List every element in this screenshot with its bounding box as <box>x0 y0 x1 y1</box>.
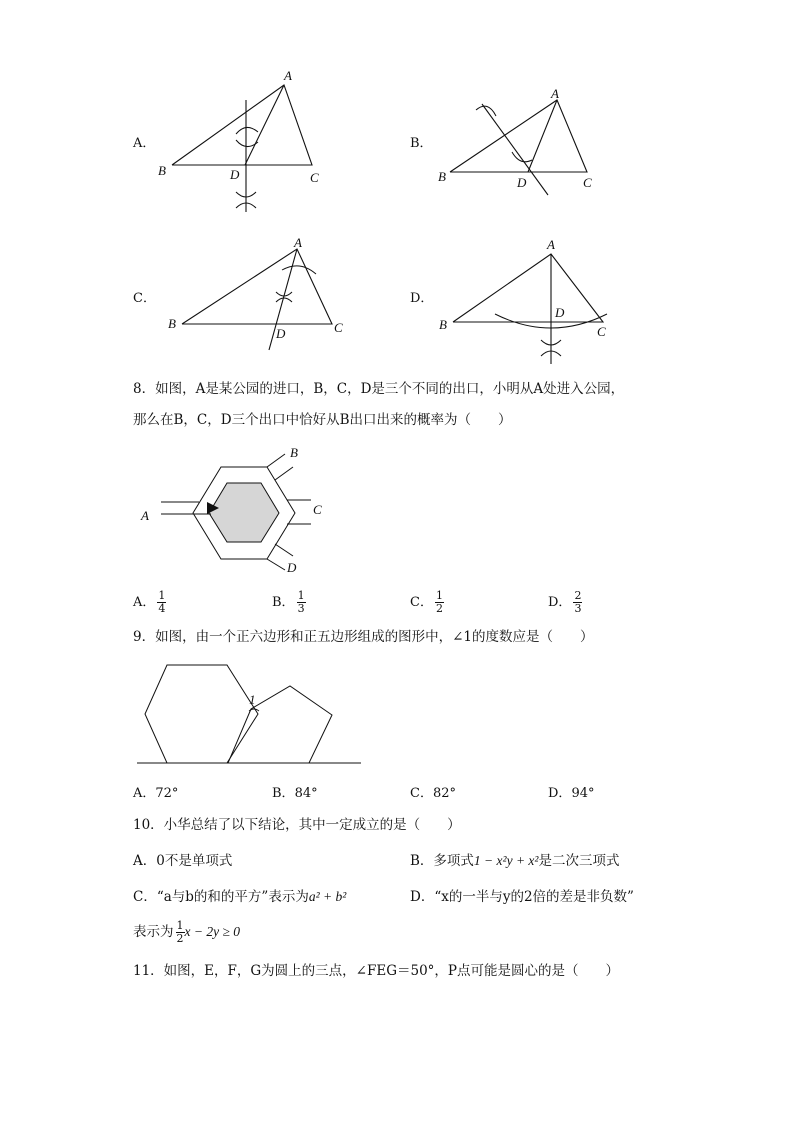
q9-option-a-value: 72° <box>155 786 179 801</box>
q7-option-b-label[interactable]: B． <box>410 136 433 151</box>
q7-figure-c <box>160 232 360 357</box>
q8-option-a[interactable] <box>133 590 166 615</box>
q10-option-d-frac-num: 1 <box>176 919 184 932</box>
q7b-label-b: B <box>438 169 446 184</box>
q9-polygon-figure <box>133 655 373 770</box>
q9-option-a[interactable] <box>133 785 178 803</box>
q9-option-c-label: C． <box>410 786 433 801</box>
q8-option-b-den: 3 <box>297 602 305 615</box>
q10-option-d-cont-prefix: 表示为 <box>133 924 174 940</box>
q7c-label-a: A <box>294 235 302 250</box>
q8-option-a-den: 4 <box>158 602 166 615</box>
q10-option-d-continued <box>133 920 240 945</box>
q9-option-b-value: 84° <box>294 786 318 801</box>
q8-option-c-den: 2 <box>435 602 443 615</box>
q7c-label-b: B <box>168 316 176 331</box>
q7d-label-d: D <box>555 305 565 320</box>
q8-option-a-label: A． <box>133 595 156 610</box>
q7d-label-c: C <box>597 324 606 339</box>
q7-figure-b <box>430 80 630 205</box>
q7a-label-d: D <box>230 167 240 182</box>
q8-option-b[interactable] <box>272 590 306 615</box>
q10-option-d-math: x − 2y ≥ 0 <box>184 924 241 939</box>
q8-stem-line1: 8．如图，A是某公园的进口，B，C，D是三个不同的出口，小明从A处进入公园， <box>133 381 625 397</box>
q7d-label-b: B <box>439 317 447 332</box>
q9-stem: 9．如图，由一个正六边形和正五边形组成的图形中，∠1的度数应是（ ） <box>133 629 594 645</box>
q8-label-a: A <box>141 508 149 523</box>
q10-option-b-suffix: 是二次三项式 <box>538 853 620 869</box>
q9-option-d[interactable] <box>548 785 594 803</box>
q8-option-c-label: C． <box>410 595 433 610</box>
q9-angle-label: 1 <box>249 692 256 707</box>
q9-option-a-label: A． <box>133 786 156 801</box>
q10-option-d-frac-den: 2 <box>176 932 184 945</box>
q8-label-b: B <box>290 445 298 460</box>
q8-option-c-num: 1 <box>435 589 443 602</box>
q10-option-c[interactable] <box>133 888 346 906</box>
q7a-label-a: A <box>284 68 292 83</box>
q7a-label-b: B <box>158 163 166 178</box>
q9-option-b[interactable] <box>272 785 318 803</box>
q7-figure-a <box>150 62 350 222</box>
q7d-label-a: A <box>547 237 555 252</box>
q10-option-b-prefix: B．多项式 <box>410 853 474 869</box>
q8-option-d[interactable] <box>548 590 582 615</box>
q7b-label-c: C <box>583 175 592 190</box>
q10-option-c-math: a² + b² <box>308 889 347 904</box>
q8-park-figure <box>135 440 345 580</box>
q8-option-a-num: 1 <box>158 589 166 602</box>
q8-option-c[interactable] <box>410 590 444 615</box>
q7b-label-d: D <box>517 175 527 190</box>
q8-stem-line2: 那么在B，C，D三个出口中恰好从B出口出来的概率为（ ） <box>133 412 512 428</box>
q7-figure-d <box>435 232 635 367</box>
q9-option-c[interactable] <box>410 785 456 803</box>
q7b-label-a: A <box>551 86 559 101</box>
q7-option-d-label[interactable]: D． <box>410 291 434 306</box>
q10-stem: 10．小华总结了以下结论，其中一定成立的是（ ） <box>133 817 461 833</box>
q10-option-d[interactable]: D．“x的一半与y的2倍的差是非负数” <box>410 889 634 905</box>
q10-option-c-prefix: C．“a与b的和的平方”表示为 <box>133 889 309 905</box>
q7c-label-c: C <box>334 320 343 335</box>
q8-option-d-den: 3 <box>574 602 582 615</box>
q8-option-b-label: B． <box>272 595 295 610</box>
q8-option-b-num: 1 <box>297 589 305 602</box>
q9-option-b-label: B． <box>272 786 295 801</box>
q8-option-d-label: D． <box>548 595 572 610</box>
q8-option-d-num: 2 <box>574 589 582 602</box>
q8-label-d: D <box>287 560 297 575</box>
q7a-label-c: C <box>310 170 319 185</box>
q10-option-a[interactable]: A．0不是单项式 <box>133 853 233 869</box>
q10-option-b-math: 1 − x²y + x² <box>473 853 539 868</box>
q10-option-b[interactable] <box>410 852 619 870</box>
q7-option-c-label[interactable]: C． <box>133 291 156 306</box>
q8-label-c: C <box>313 502 322 517</box>
q11-stem: 11．如图，E，F，G为圆上的三点，∠FEG＝50°，P点可能是圆心的是（ ） <box>133 963 620 979</box>
q9-option-c-value: 82° <box>432 786 456 801</box>
q9-option-d-value: 94° <box>571 786 595 801</box>
q7c-label-d: D <box>276 326 286 341</box>
q9-option-d-label: D． <box>548 786 572 801</box>
q7-option-a-label[interactable]: A． <box>133 136 156 151</box>
